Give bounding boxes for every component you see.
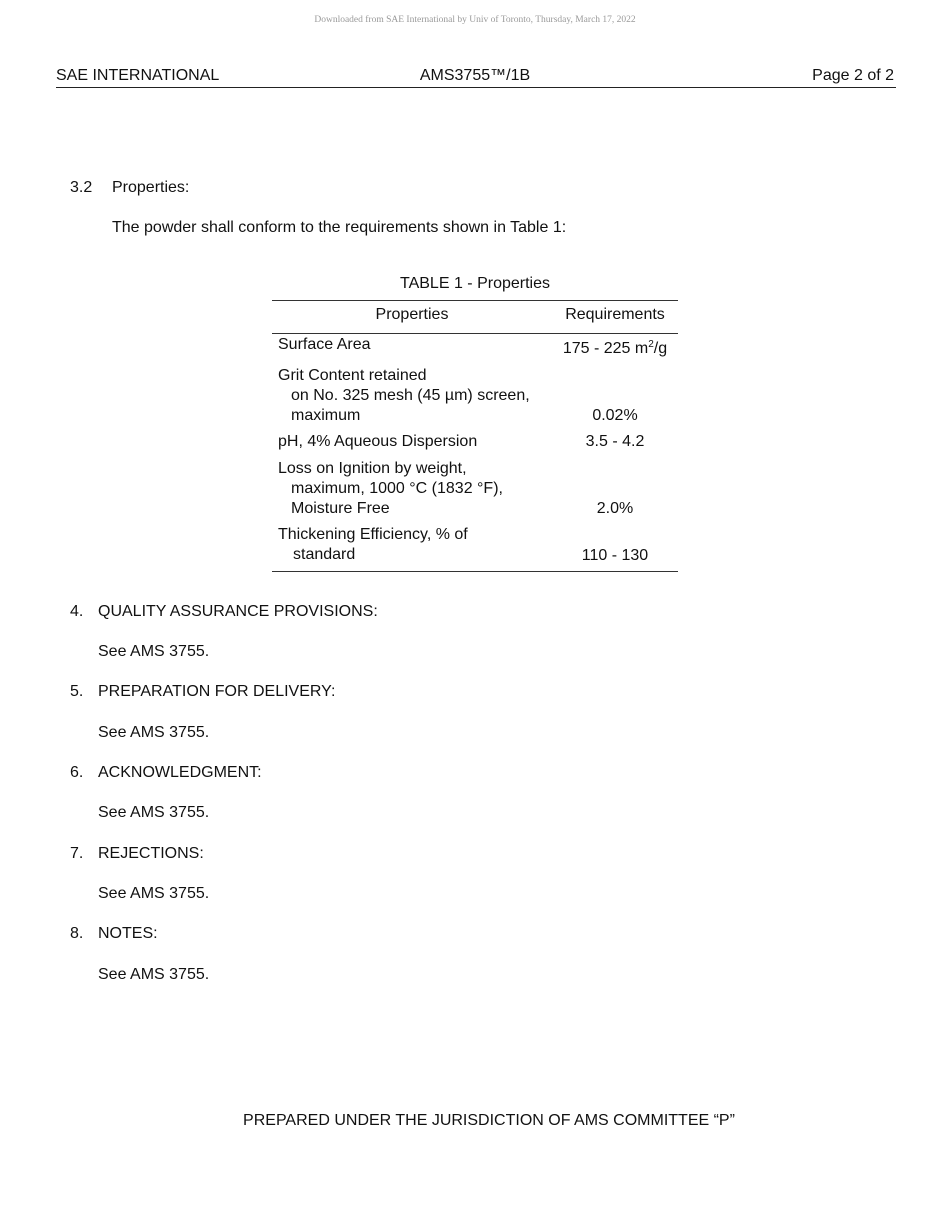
section-7-title: REJECTIONS: — [98, 845, 204, 862]
table-top-rule — [272, 300, 678, 301]
section-6-text: See AMS 3755. — [98, 804, 210, 821]
section-5-title: PREPARATION FOR DELIVERY: — [98, 683, 336, 700]
table-caption: TABLE 1 - Properties — [400, 275, 550, 292]
table-row-loss-on-ignition-requirement: 2.0% — [596, 500, 634, 517]
table-row-loss-on-ignition-property: Loss on Ignition by weight, maximum, 1000 °C (1832 °F), Moisture Free — [278, 460, 503, 517]
section-7-text: See AMS 3755. — [98, 885, 210, 902]
section-8-text: See AMS 3755. — [98, 966, 210, 983]
table-bottom-rule — [272, 571, 678, 572]
section-4-title: QUALITY ASSURANCE PROVISIONS: — [98, 603, 378, 620]
table-row-thickening-efficiency-requirement: 110 - 130 — [581, 547, 649, 564]
section-5-text: See AMS 3755. — [98, 724, 210, 741]
table-row-ph-property: pH, 4% Aqueous Dispersion — [278, 433, 478, 450]
table-header-requirements: Requirements — [565, 306, 665, 323]
header-divider — [56, 87, 896, 88]
section-7-number: 7. — [70, 845, 84, 862]
section-8-title: NOTES: — [98, 925, 158, 942]
footer-jurisdiction: PREPARED UNDER THE JURISDICTION OF AMS COMMITTEE “P” — [243, 1112, 735, 1129]
section-5-number: 5. — [70, 683, 84, 700]
table-row-surface-area-requirement: 175 - 225 $m^2/g$ — [562, 339, 668, 357]
table-row-thickening-efficiency-property: Thickening Efficiency, % of standard — [278, 526, 468, 563]
section-4-number: 4. — [70, 603, 84, 620]
header-document-number: AMS3755™/1B — [419, 67, 531, 84]
table-row-ph-requirement: 3.5 - 4.2 — [585, 433, 645, 450]
section-6-title: ACKNOWLEDGMENT: — [98, 764, 262, 781]
section-8-number: 8. — [70, 925, 84, 942]
table-header-rule — [272, 333, 678, 334]
section-6-number: 6. — [70, 764, 84, 781]
section-3-2-number: 3.2 — [70, 179, 93, 196]
section-3-2-text: The powder shall conform to the requirements shown in Table 1: — [112, 219, 567, 236]
table-row-surface-area-property: Surface Area — [278, 336, 371, 353]
table-row-grit-content-property: Grit Content retained on No. 325 mesh (45 µm) screen, maximum — [278, 367, 530, 424]
header-organization: SAE INTERNATIONAL — [56, 67, 220, 84]
download-watermark: Downloaded from SAE International by Univ of Toronto, Thursday, March 17, 2022 — [314, 15, 636, 25]
table-header-properties: Properties — [375, 306, 449, 323]
table-row-grit-content-requirement: 0.02% — [592, 407, 638, 424]
section-3-2-title: Properties: — [112, 179, 190, 196]
section-4-text: See AMS 3755. — [98, 643, 210, 660]
header-page-number: Page 2 of 2 — [812, 67, 894, 84]
